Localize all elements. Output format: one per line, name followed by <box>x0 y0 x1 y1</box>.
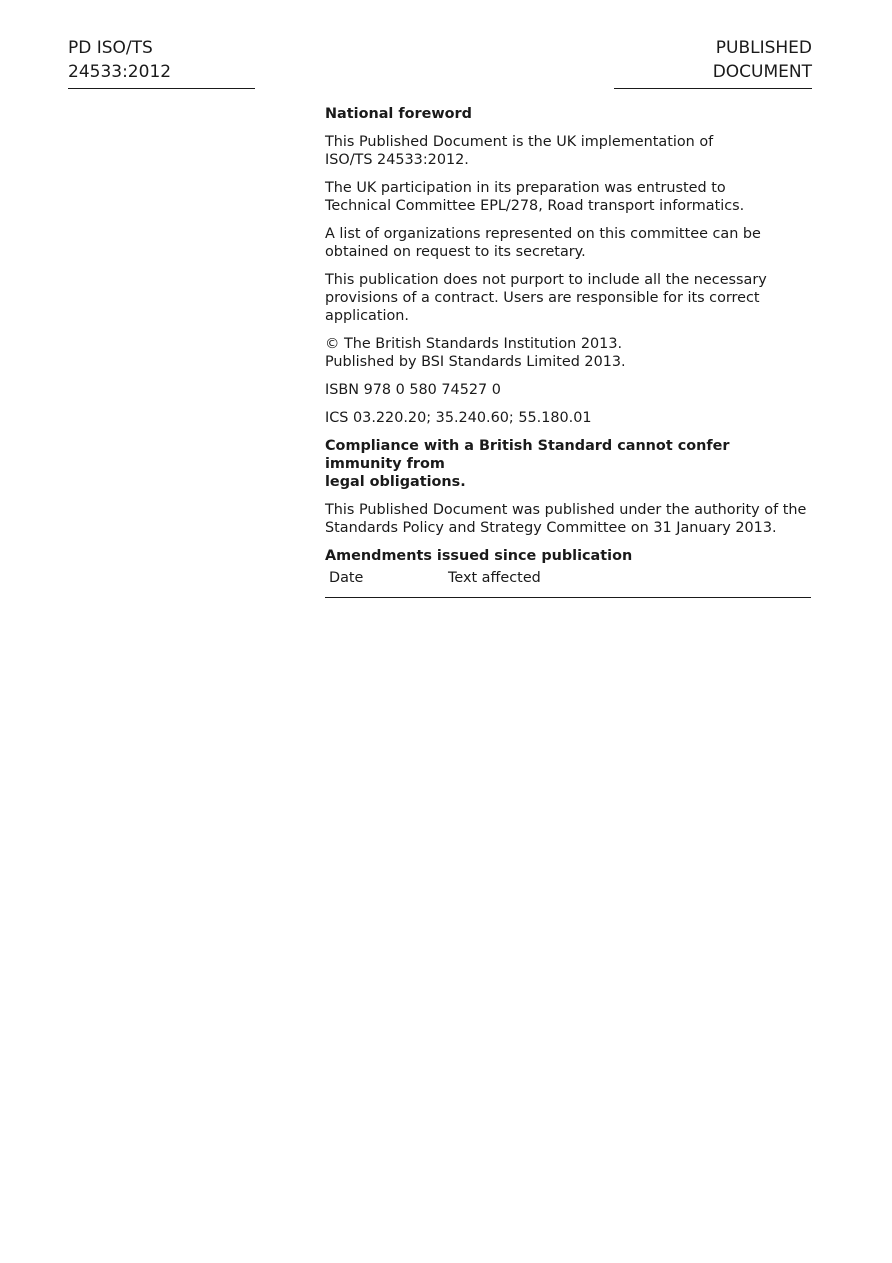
participation-paragraph: The UK participation in its preparation was entrusted to Technical Committee EPL/278, Road transport informatics. <box>325 180 745 214</box>
compliance-statement: Compliance with a British Standard cannot confer immunity from legal obligations. <box>325 438 730 490</box>
copyright-paragraph: © The British Standards Institution 2013. Published by BSI Standards Limited 2013. <box>325 336 626 370</box>
document-id-header: PD ISO/TS 24533:2012 <box>68 36 255 89</box>
document-type-header: PUBLISHED DOCUMENT <box>614 36 812 89</box>
implementation-paragraph: This Published Document is the UK implementation of ISO/TS 24533:2012. <box>325 134 714 168</box>
foreword-title: National foreword <box>325 106 472 122</box>
authority-paragraph: This Published Document was published under the authority of the Standards Policy and Strategy Committee on 31 January 2013. <box>325 502 807 536</box>
column-header-date: Date <box>325 565 444 598</box>
organizations-paragraph: A list of organizations represented on this committee can be obtained on request to its secretary. <box>325 226 761 260</box>
column-header-text-affected: Text affected <box>444 565 811 598</box>
ics-line: ICS 03.220.20; 35.240.60; 55.180.01 <box>325 410 592 426</box>
isbn-line: ISBN 978 0 580 74527 0 <box>325 382 501 398</box>
national-foreword <box>325 105 811 598</box>
amendments-header-row <box>325 565 811 598</box>
amendments-title: Amendments issued since publication <box>325 548 633 564</box>
amendments-table <box>325 565 811 598</box>
contract-paragraph: This publication does not purport to include all the necessary provisions of a contract. Users are responsible for its correct application. <box>325 272 767 324</box>
